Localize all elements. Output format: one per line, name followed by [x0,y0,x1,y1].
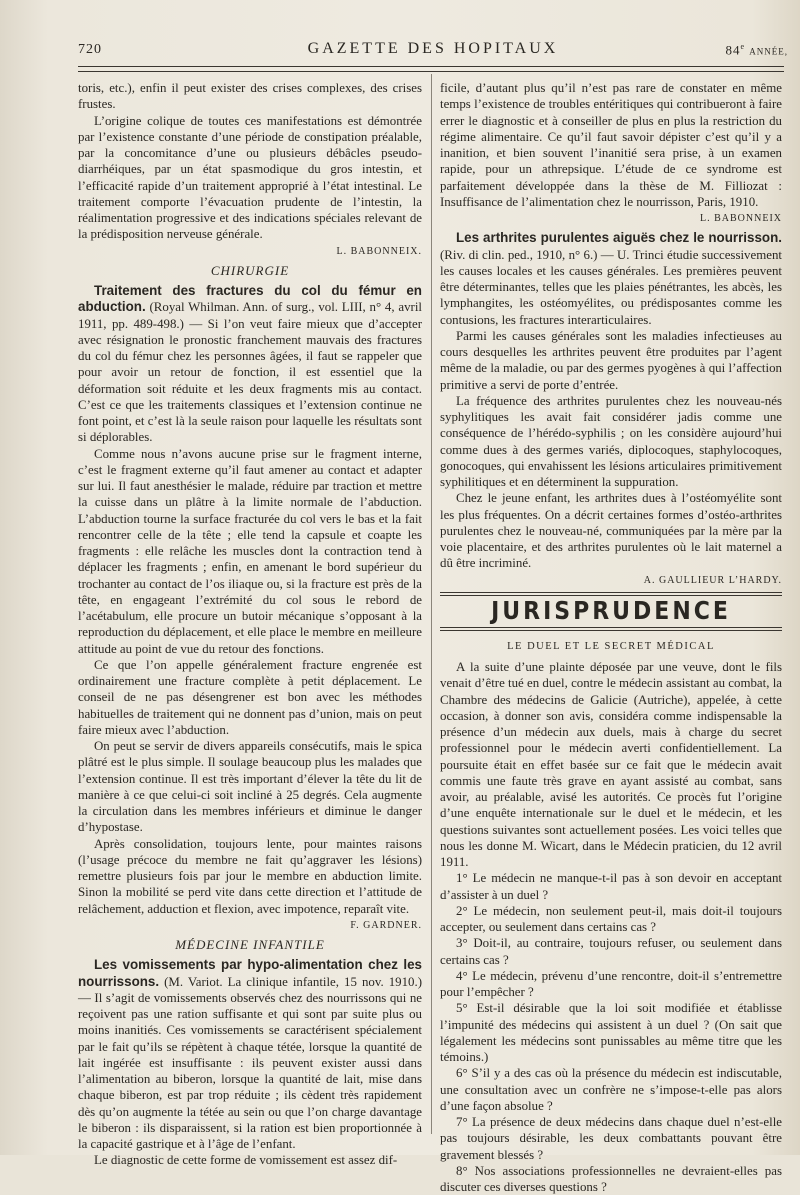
author-signature: L. BABONNEIX [700,213,782,224]
article-title: Les arthrites purulentes aiguës chez le nourrisson. [456,230,782,246]
author-signature: A. GAULLIEUR L’HARDY. [643,574,782,586]
column-divider [431,74,432,1134]
paragraph: Ce que l’on appelle généralement fracture engrenée est ordinairement une fracture complète à petit déplacement. Le conseil de ne pas désengrener est bon avec les méthodes habituelles de traitement qui ne donnent pas d’union, mais on peut faire mieux avec l’abduction. [78,657,422,737]
section-heading-jurisprudence: JURISPRUDENCE [491,596,731,626]
page-header [78,38,788,64]
page-number: 720 [78,42,102,57]
author-signature: L. BABONNEIX. [336,245,422,257]
paragraph: Le diagnostic de cette forme de vomissement est assez dif- [94,1153,398,1168]
author-signature: F. GARDNER. [350,919,422,931]
right-column [440,80,782,1195]
question-item: 4° Le médecin, prévenu d’une rencontre, doit-il s’entremettre pour l’empêcher ? [440,968,782,999]
paragraph: L’origine colique de toutes ces manifestations est démontrée par l’existence constante d’une période de constipation préalable, par la concomitance d’une ou plusieurs débâcles pseudo-diarrhéiques, par un état spasmodique du gros intestin, et l’efficacité rapide d’un traitement approprié à l’état intestinal. Le traitement comporte l’évacuation prudente de l’intestin, la réalimentation progressive et des indications spéciales relevant de la prédisposition nerveuse générale. [78,113,422,242]
section-heading-chirurgie: CHIRURGIE [210,262,290,278]
paragraph: Comme nous n’avons aucune prise sur le fragment interne, c’est le fragment externe qu’il faut amener au contact et adapter sur lui. Il faut anesthésier le malade, réduire par traction et mettre la cuisse dans un plâtre à la limite normale de l’abduction. L’abduction tourne la surface fracturée du col vers le bas et la fait rencontrer celle de la tête ; elle tend la capsule et coapte les fragments : elle relâche les muscles dont la contraction tend à déplacer les fragments ; enfin, en amenant le bord supérieur du trochanter au contact de l’os iliaque ou, si la fracture est près de la tête, en engageant l’extrémité du col sous le rebord de l’acétabulum, elle procure un butoir mécanique s’opposant à la reproduction du déplacement, et elle place le membre en meilleure attitude au point de vue du retour des fonctions. [78,446,422,656]
question-item: 7° La présence de deux médecins dans chaque duel n’est-elle pas toujours désirable, les deux combattants pouvant être gravement blessés ? [440,1115,782,1162]
question-item: 3° Doit-il, au contraire, toujours refuser, ou seulement dans certains cas ? [440,936,782,967]
journal-title: GAZETTE DES HOPITAUX [307,40,559,57]
question-item: 6° S’il y a des cas où la présence du médecin est indiscutable, une consultation avec un confrère ne s’impose-t-elle pas alors d’une façon absolue ? [440,1066,782,1113]
article-title: Traitement des fractures du col du fémur en abduction. [78,283,422,315]
header-rule [78,66,784,72]
subsection-heading: LE DUEL ET LE SECRET MÉDICAL [507,640,715,652]
question-item: 2° Le médecin, non seulement peut-il, mais doit-il toujours accepter, ou seulement dans certains cas ? [440,903,782,934]
paragraph: Après consolidation, toujours lente, pour maintes raisons (l’usage précoce du membre ne fait qu’aggraver les lésions) remettre plusieurs fois par jour le membre en abduction limite. Sinon la mobilité se perd vite dans cette direction et l’attitude de relâchement, adduction et flexion, avec impotence, reparaît vite. [78,836,422,916]
paragraph: La fréquence des arthrites purulentes chez les nouveau-nés syphylitiques les avait fait considérer jadis comme une conséquence de l’hérédo-syphilis ; on les considère aujourd’hui comme dues à des germes variés, diplocoques, staphylocoques, gonocoques, qui envahissent les lésions articulaires primitivement syphilitiques et en déterminent la suppuration. [440,393,782,489]
jurisprudence-banner [440,592,782,631]
paragraph: On peut se servir de divers appareils consécutifs, mais le spica plâtré est le plus simple. Il soulage beaucoup plus les malades que l’extension continue. Il est très important d’élever la tête du lit de manière à ce que celui-ci soit incliné à 25 degrés. Cela augmente la circulation dans les membres inférieurs et diminue le danger d’hypostase. [78,739,422,835]
article-body: (Riv. di clin. ped., 1910, n° 6.) — U. Trinci étudie successivement les causes locales et les causes générales. Les premières peuvent être déterminantes, telles que les plaies pénétrantes, les abcès, les lymphangites, les ostéomyélites, ou prédisposantes comme les contusions, les fractures interarticulaires. [440,247,782,327]
article-title: Les vomissements par hypo-alimentation chez les nourrissons. [78,957,422,989]
paragraph: ficile, d’autant plus qu’il n’est pas rare de constater en même temps l’existence de troubles entéritiques qui contribueront à faire errer le diagnostic et à conseiller de plus en plus la restriction du régime alimentaire. Ce qu’il faut savoir dépister c’est qu’il y a inanition, et bien souvent l’inanitié sera prise, à un examen rapide, pour un athrepsique. L’étude de ce syndrome est parfaitement développée dans la thèse de M. Filliozat : Insuffisance de l’alimentation chez le nourrisson, Paris, 1910. [440,81,782,209]
question-item: 1° Le médecin ne manque-t-il pas à son devoir en acceptant d’assister à un duel ? [440,871,782,902]
question-item: 5° Est-il désirable que la loi soit modifiée et établisse l’impunité des médecins qui assistent à un duel ? (On sait que légalement les médecins sont punissables au même titre que les témoins.) [440,1001,782,1064]
paragraph: Chez le jeune enfant, les arthrites dues à l’ostéomyélite sont les plus fréquentes. On a décrit certaines formes d’ostéo-arthrites purulentes chez le nouveau-né, communiquées par la mère par la voie placentaire, et des arthrites purulentes où le lait maternel a dû être incriminé. [440,491,782,571]
section-heading-medecine-infantile: MÉDECINE INFANTILE [175,937,325,952]
year-label: 84e ANNÉE, [725,42,788,58]
paragraph: Parmi les causes générales sont les maladies infectieuses au cours desquelles les arthrites peuvent être produites par l’agent même de la maladie, ou par des germes pyogènes à qui l’affection primitive a servi de porte d’entrée. [440,328,782,392]
article-body: (M. Variot. La clinique infantile, 15 nov. 1910.) — Il s’agit de vomissements observés chez des nourrissons qui ne reçoivent pas une ration suffisante et qui sont par suite plus ou moins inanitiés. Ces vomissements se caractérisent spécialement par le fait qu’ils se répètent à chaque tétée, lorsque la quantité de lait ingérée est insuffisante : ils peuvent exister aussi dans l’alimentation au biberon, lorsque la quantité de lait, mise dans chaque biberon, est par trop réduite ; ils cèdent très rapidement dès qu’on augmente la tétée au sein ou que l’on charge davantage le biberon : ils disparaissent, si la ration est bien proportionnée à la capacité gastrique et à l’âge de l’enfant. [78,974,422,1151]
article-body: (Royal Whilman. Ann. of surg., vol. LIII, n° 4, avril 1911, pp. 489-498.) — Si l’on veut faire mieux que d’accepter avec résignation le pronostic franchement mauvais des fractures du col du fémur chez les personnes âgées, il faut se rappeler que pour avoir un retour de fonction, il est essentiel que la déformation soit réduite et les deux fragments mis au contact. C’est ce que les traitements classiques et l’extension continue ne font point, et c’est là la seule raison pour laquelle les résultats sont si déplorables. [78,300,423,445]
question-item: 8° Nos associations professionnelles ne devraient-elles pas discuter ces diverses questions ? [440,1163,782,1194]
paragraph: A la suite d’une plainte déposée par une veuve, dont le fils venait d’être tué en duel, contre le médecin assistant au combat, la Chambre des médecins de Galicie (Autriche), appelée, à cette occasion, à donner son avis, considéra comme indispensable la présence d’un médecin aux duels, mais à charge du secret professionnel pour le médecin averti confidentiellement. La poursuite était en effet basée sur ce fait que le médecin avait commis une faute très grave en ayant assisté au combat, sans avoir, au préalable, avisé les autorités. Ce procès fut l’origine d’une enquête internationale sur le duel et le médecin, et les questions suivantes sont actuellement posées. Les voici telles que nous les donne M. Wicart, dans le Médecin praticien, du 12 avril 1911. [440,660,782,869]
left-column [78,80,422,1169]
paragraph: toris, etc.), enfin il peut exister des crises complexes, des crises frustes. [78,81,422,112]
